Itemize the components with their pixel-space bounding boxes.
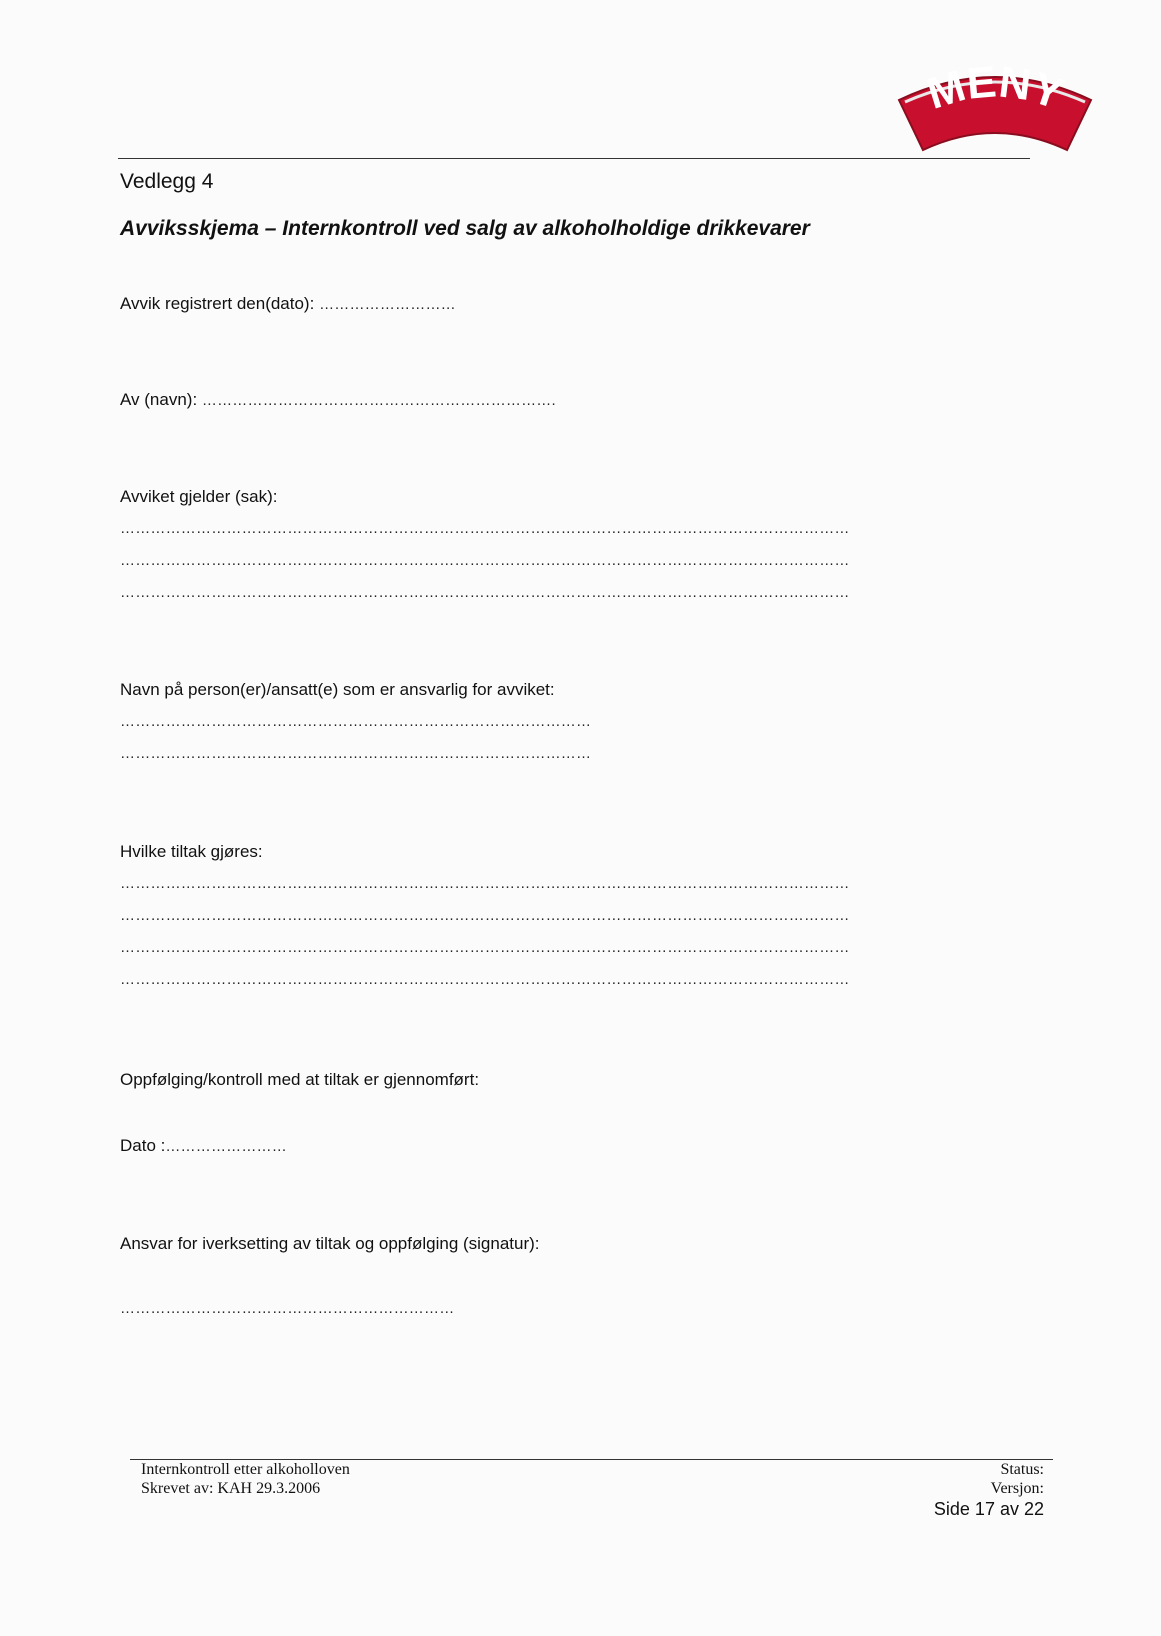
by-name-label: Av (navn): xyxy=(120,390,198,409)
page-title: Avviksskjema – Internkontroll ved salg av alkoholholdige drikkevarer xyxy=(120,217,810,240)
signature-dotted-line[interactable]: ………………………………………………………… xyxy=(120,1300,455,1317)
responsible-label: Navn på person(er)/ansatt(e) som er ansvarlig for avviket: xyxy=(120,680,555,699)
measures-line-2[interactable]: ……………………………………………………………………………………………………………………………… xyxy=(120,907,850,924)
case-line-1[interactable]: ……………………………………………………………………………………………………………………………… xyxy=(120,520,850,537)
by-name-field[interactable] xyxy=(120,390,556,410)
followup-label: Oppfølging/kontroll med at tiltak er gjennomført: xyxy=(120,1070,480,1089)
footer-status: Status: xyxy=(1000,1461,1044,1478)
measures-line-4[interactable]: ……………………………………………………………………………………………………………………………… xyxy=(120,971,850,988)
responsible-line-2[interactable]: ………………………………………………………………………………… xyxy=(120,745,592,762)
footer-page-number: Side 17 av 22 xyxy=(933,1499,1044,1519)
meny-logo xyxy=(895,60,1095,156)
measures-label: Hvilke tiltak gjøres: xyxy=(120,842,263,861)
measures-line-1[interactable]: ……………………………………………………………………………………………………………………………… xyxy=(120,875,850,892)
footer-doc-title: Internkontroll etter alkoholloven xyxy=(141,1461,350,1478)
appendix-label: Vedlegg 4 xyxy=(120,170,214,193)
meny-logo-graphic xyxy=(895,60,1095,156)
case-line-3[interactable]: ……………………………………………………………………………………………………………………………… xyxy=(120,584,850,601)
date-label: Dato : xyxy=(120,1136,166,1155)
date-registered-field[interactable] xyxy=(120,294,456,314)
date-registered-label: Avvik registrert den(dato): xyxy=(120,294,315,313)
footer-written-by: Skrevet av: KAH 29.3.2006 xyxy=(141,1480,321,1497)
case-line-2[interactable]: ……………………………………………………………………………………………………………………………… xyxy=(120,552,850,569)
date-field[interactable] xyxy=(120,1136,287,1156)
footer-divider xyxy=(130,1459,1053,1460)
measures-line-3[interactable]: ……………………………………………………………………………………………………………………………… xyxy=(120,939,850,956)
header-divider xyxy=(118,158,1030,159)
logo-text: MENY xyxy=(921,60,1070,120)
responsible-line-1[interactable]: ………………………………………………………………………………… xyxy=(120,713,592,730)
by-name-dotted-line[interactable]: ……………………………………………………………. xyxy=(201,392,556,409)
date-registered-dotted-line[interactable]: ……………………… xyxy=(319,296,456,313)
date-dotted-line[interactable]: …………………… xyxy=(165,1138,287,1155)
footer-version: Versjon: xyxy=(990,1480,1044,1497)
case-label: Avviket gjelder (sak): xyxy=(120,487,278,506)
signature-label: Ansvar for iverksetting av tiltak og oppfølging (signatur): xyxy=(120,1234,540,1253)
